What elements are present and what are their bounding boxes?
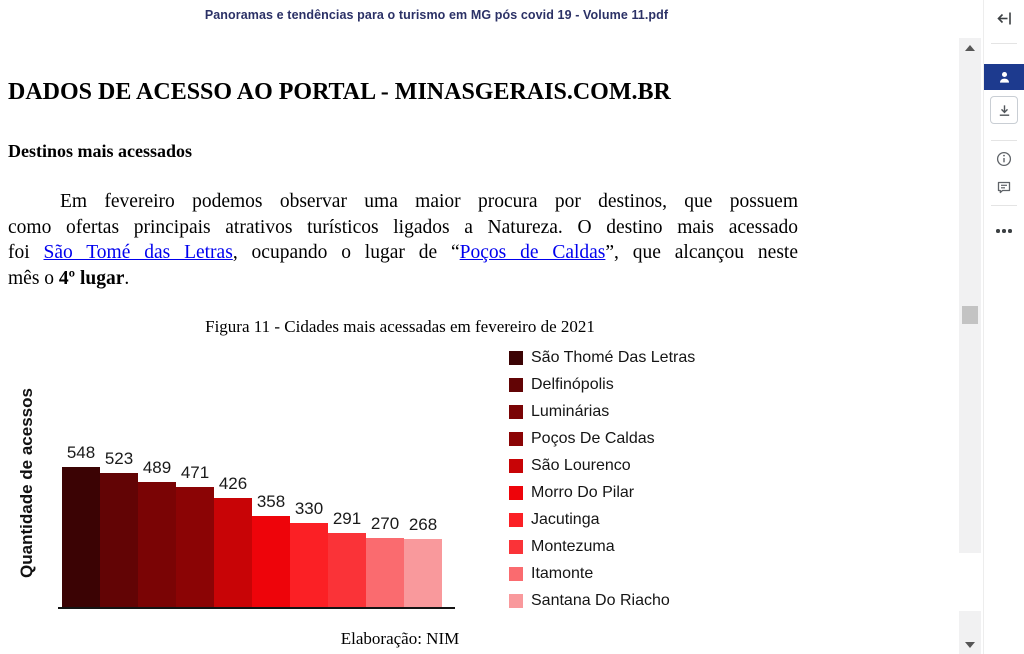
legend-swatch <box>509 459 523 473</box>
bar-rect <box>252 516 290 607</box>
legend-swatch <box>509 351 523 365</box>
doc-paragraph <box>8 189 798 291</box>
legend-label: Luminárias <box>531 402 610 420</box>
bar-value-label: 523 <box>104 449 134 468</box>
legend-label: Jacutinga <box>531 510 600 528</box>
more-options-icon <box>1008 229 1012 233</box>
legend-swatch <box>509 567 523 581</box>
legend-label: Santana Do Riacho <box>531 591 670 609</box>
paragraph-text: , ocupando o lugar de “ <box>232 242 460 264</box>
paragraph-text: . <box>124 267 130 289</box>
comment-icon <box>996 179 1012 195</box>
figure-caption: Figura 11 - Cidades mais acessadas em fevereiro de 2021 <box>205 317 595 336</box>
legend-label: Morro Do Pilar <box>531 483 635 501</box>
bar-rect <box>366 538 404 607</box>
info-button[interactable] <box>992 149 1016 169</box>
doc-subheading: Destinos mais acessados <box>8 141 193 161</box>
bar <box>290 467 328 607</box>
bar-series <box>62 443 442 607</box>
legend-label: São Lourenco <box>531 456 631 474</box>
paragraph-text: mês o <box>8 267 59 289</box>
account-button[interactable] <box>984 64 1024 90</box>
download-button[interactable] <box>990 96 1018 124</box>
bar-value-label: 426 <box>218 474 248 493</box>
bar-rect <box>404 539 442 607</box>
vertical-scrollbar-bottom-track[interactable] <box>959 611 981 654</box>
scroll-down-arrow-icon[interactable] <box>965 642 975 648</box>
more-options-icon <box>996 229 1000 233</box>
bar <box>138 458 176 607</box>
bar-rect <box>100 473 138 607</box>
paragraph-bold-text: 4º lugar <box>58 267 125 289</box>
chart-x-axis-line <box>58 607 455 609</box>
account-icon <box>997 70 1012 85</box>
bar <box>62 443 100 607</box>
more-options-icon <box>1002 229 1006 233</box>
legend-item <box>509 506 695 533</box>
legend-item <box>509 560 695 587</box>
link-pocos-de-caldas[interactable]: Poços de Caldas <box>459 242 606 264</box>
scroll-up-arrow-icon[interactable] <box>965 45 975 51</box>
scrollbar-thumb[interactable] <box>962 306 978 324</box>
legend-label: Poços De Caldas <box>531 429 655 447</box>
bar-value-label: 291 <box>332 509 362 528</box>
bar-value-label: 270 <box>370 514 400 533</box>
bar <box>252 467 290 607</box>
bar-rect <box>138 482 176 607</box>
paragraph-line <box>8 266 798 292</box>
legend-swatch <box>509 432 523 446</box>
comment-button[interactable] <box>992 177 1016 197</box>
bar <box>214 467 252 607</box>
legend-swatch <box>509 405 523 419</box>
collapse-panel-button[interactable] <box>992 6 1016 30</box>
legend-label: Delfinópolis <box>531 375 614 393</box>
bar-value-label: 548 <box>66 443 96 462</box>
bar-value-label: 471 <box>180 463 210 482</box>
legend-label: Itamonte <box>531 564 594 582</box>
bar-rect <box>176 487 214 607</box>
bar-rect <box>328 533 366 607</box>
bar <box>404 467 442 607</box>
paragraph-text: ”, que alcançou neste <box>605 242 798 264</box>
legend-label: São Thomé Das Letras <box>531 348 696 366</box>
legend-item <box>509 425 695 452</box>
toolbar-divider <box>991 140 1017 141</box>
document-filename: Panoramas e tendências para o turismo em MG pós covid 19 - Volume 11.pdf <box>204 8 669 22</box>
collapse-panel-icon <box>996 10 1013 27</box>
paragraph-line: como ofertas principais atrativos turísticos ligados a Natureza. O destino mais acessado <box>8 216 798 238</box>
bar-rect <box>62 467 100 607</box>
paragraph-text: foi <box>8 242 44 264</box>
legend-item <box>509 533 695 560</box>
download-icon <box>997 103 1012 118</box>
legend-swatch <box>509 540 523 554</box>
toolbar-divider <box>991 205 1017 206</box>
legend-label: Montezuma <box>531 537 615 555</box>
legend-swatch <box>509 378 523 392</box>
legend-swatch <box>509 594 523 608</box>
legend-swatch <box>509 513 523 527</box>
bar <box>176 463 214 607</box>
legend-item <box>509 452 695 479</box>
bar-value-label: 330 <box>294 499 324 518</box>
legend-item <box>509 344 695 371</box>
more-options-button[interactable] <box>992 224 1016 238</box>
bar-value-label: 489 <box>142 458 172 477</box>
figure-credit: Elaboração: NIM <box>340 629 460 648</box>
vertical-scrollbar-track[interactable] <box>959 38 981 553</box>
legend-swatch <box>509 486 523 500</box>
paragraph-line: Em fevereiro podemos observar uma maior procura por destinos, que possuem <box>60 191 798 212</box>
toolbar-divider <box>991 43 1017 44</box>
right-toolbar <box>983 0 1024 654</box>
bar-rect <box>290 523 328 607</box>
bar-value-label: 358 <box>256 492 286 511</box>
link-sao-tome-das-letras[interactable]: São Tomé das Letras <box>43 242 233 264</box>
bar <box>100 449 138 607</box>
bar-value-label: 268 <box>408 515 438 534</box>
doc-heading: DADOS DE ACESSO AO PORTAL - MINASGERAIS.COM.BR <box>8 79 671 105</box>
legend-item <box>509 398 695 425</box>
legend-item <box>509 371 695 398</box>
bar <box>328 467 366 607</box>
info-icon <box>996 151 1012 167</box>
bar-rect <box>214 498 252 607</box>
legend-item <box>509 479 695 506</box>
legend-item <box>509 587 695 614</box>
bar <box>366 467 404 607</box>
chart-y-axis-label: Quantidade de acessos <box>17 388 36 578</box>
paragraph-line <box>8 240 798 266</box>
chart-legend <box>509 344 695 614</box>
